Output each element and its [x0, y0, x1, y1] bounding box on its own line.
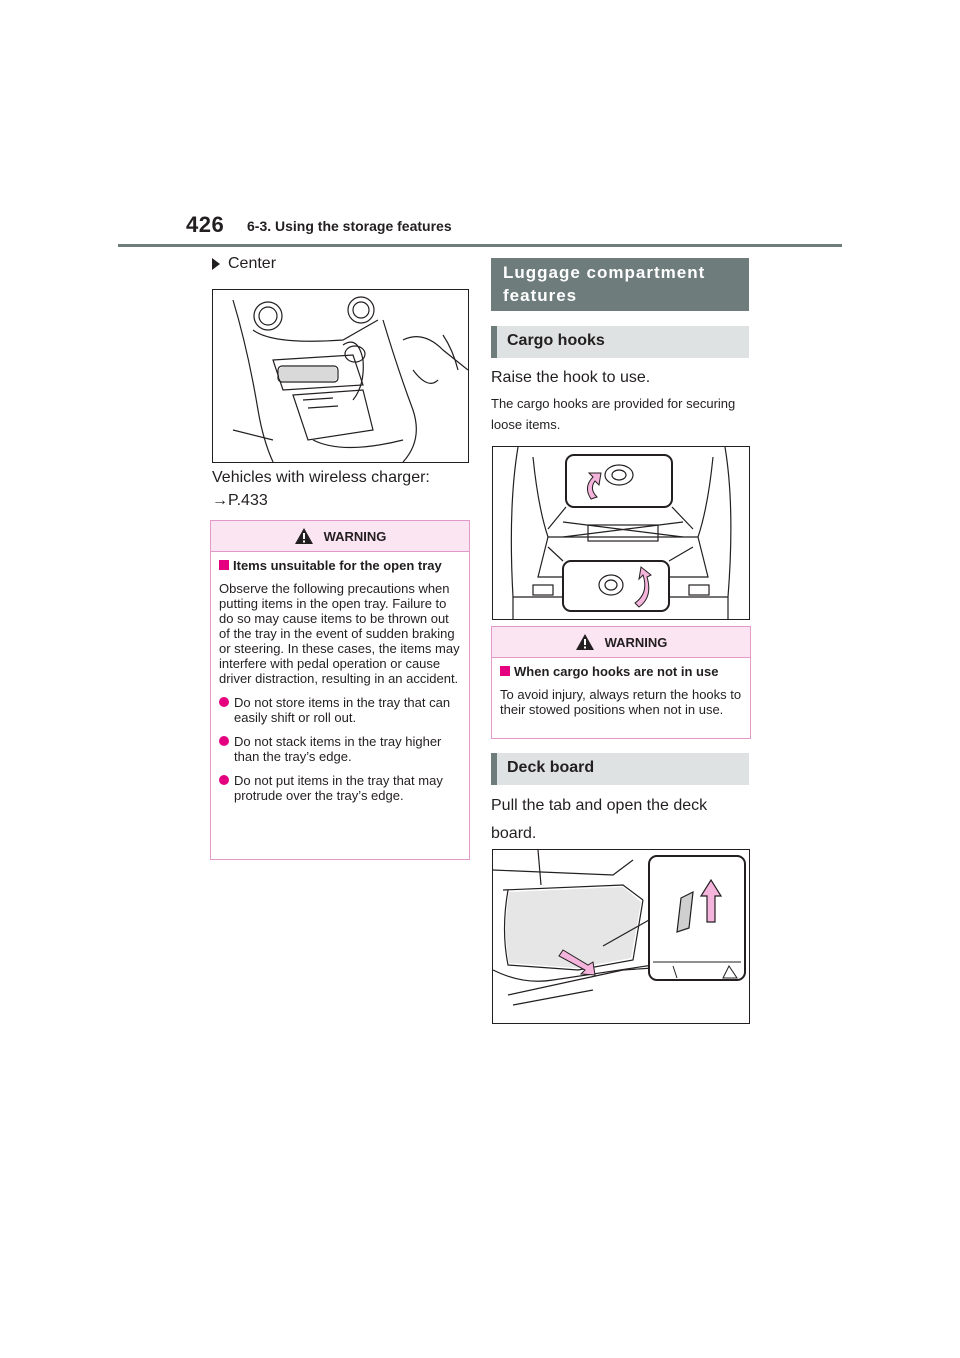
warning-title-text: When cargo hooks are not in use: [514, 664, 719, 679]
warning-bullet: [219, 773, 461, 803]
subhead-center: [212, 255, 276, 273]
warning-triangle-icon: [575, 633, 595, 651]
luggage-compartment-band: Luggage compartment features: [491, 258, 749, 311]
warning-label: WARNING: [323, 528, 387, 544]
bullet-text: Do not store items in the tray that can easily shift or roll out.: [234, 695, 451, 725]
subhead-label: Center: [228, 255, 277, 272]
deck-board-illustration: [492, 849, 750, 1024]
center-console-illustration: [212, 289, 469, 463]
bullet-text: Do not stack items in the tray higher than the tray’s edge.: [234, 734, 442, 764]
warning-bullet: [219, 734, 461, 764]
deck-instruction: Pull the tab and open the deck board.: [491, 797, 708, 842]
section-title: 6-3. Using the storage features: [247, 218, 452, 234]
warning-triangle-icon: [294, 527, 314, 545]
warning-bullet: [219, 695, 461, 725]
warning-box-open-tray: [210, 520, 470, 860]
dot-bullet-icon: [219, 775, 229, 785]
cargo-note: The cargo hooks are provided for securing loose items.: [491, 396, 736, 432]
square-bullet-icon: [500, 666, 510, 676]
cargo-instruction: Raise the hook to use.: [491, 369, 651, 386]
header-rule: [118, 244, 842, 247]
warning-box-cargo-hooks: [491, 626, 751, 739]
warning-label: WARNING: [604, 634, 668, 650]
page-number: 426: [186, 212, 225, 237]
warning-header: [492, 627, 750, 658]
bullet-text: Do not put items in the tray that may protrude over the tray’s edge.: [234, 773, 443, 803]
warning-title-text: Items unsuitable for the open tray: [233, 558, 442, 573]
warning-paragraph: To avoid injury, always return the hooks to their stowed positions when not in use.: [500, 687, 742, 717]
cargo-hooks-heading: Cargo hooks: [491, 326, 749, 358]
warning-paragraph: Observe the following precautions when putting items in the open tray. Failure to do so may cause items to be thrown out of the tray in the event of sudden braking or steering. In these cases, the items may interfere with pedal operation or cause driver distraction, resulting in an accident.: [219, 581, 460, 686]
warning-title: [500, 664, 742, 679]
wireless-charger-text: Vehicles with wireless charger:: [212, 469, 430, 486]
warning-header: [211, 521, 469, 552]
triangle-arrow-icon: [212, 258, 220, 270]
cargo-hooks-illustration: [492, 446, 750, 620]
dot-bullet-icon: [219, 697, 229, 707]
warning-title: [219, 558, 461, 573]
square-bullet-icon: [219, 560, 229, 570]
deck-board-heading: Deck board: [491, 753, 749, 785]
dot-bullet-icon: [219, 736, 229, 746]
wireless-charger-page-link[interactable]: →P.433: [212, 492, 268, 509]
